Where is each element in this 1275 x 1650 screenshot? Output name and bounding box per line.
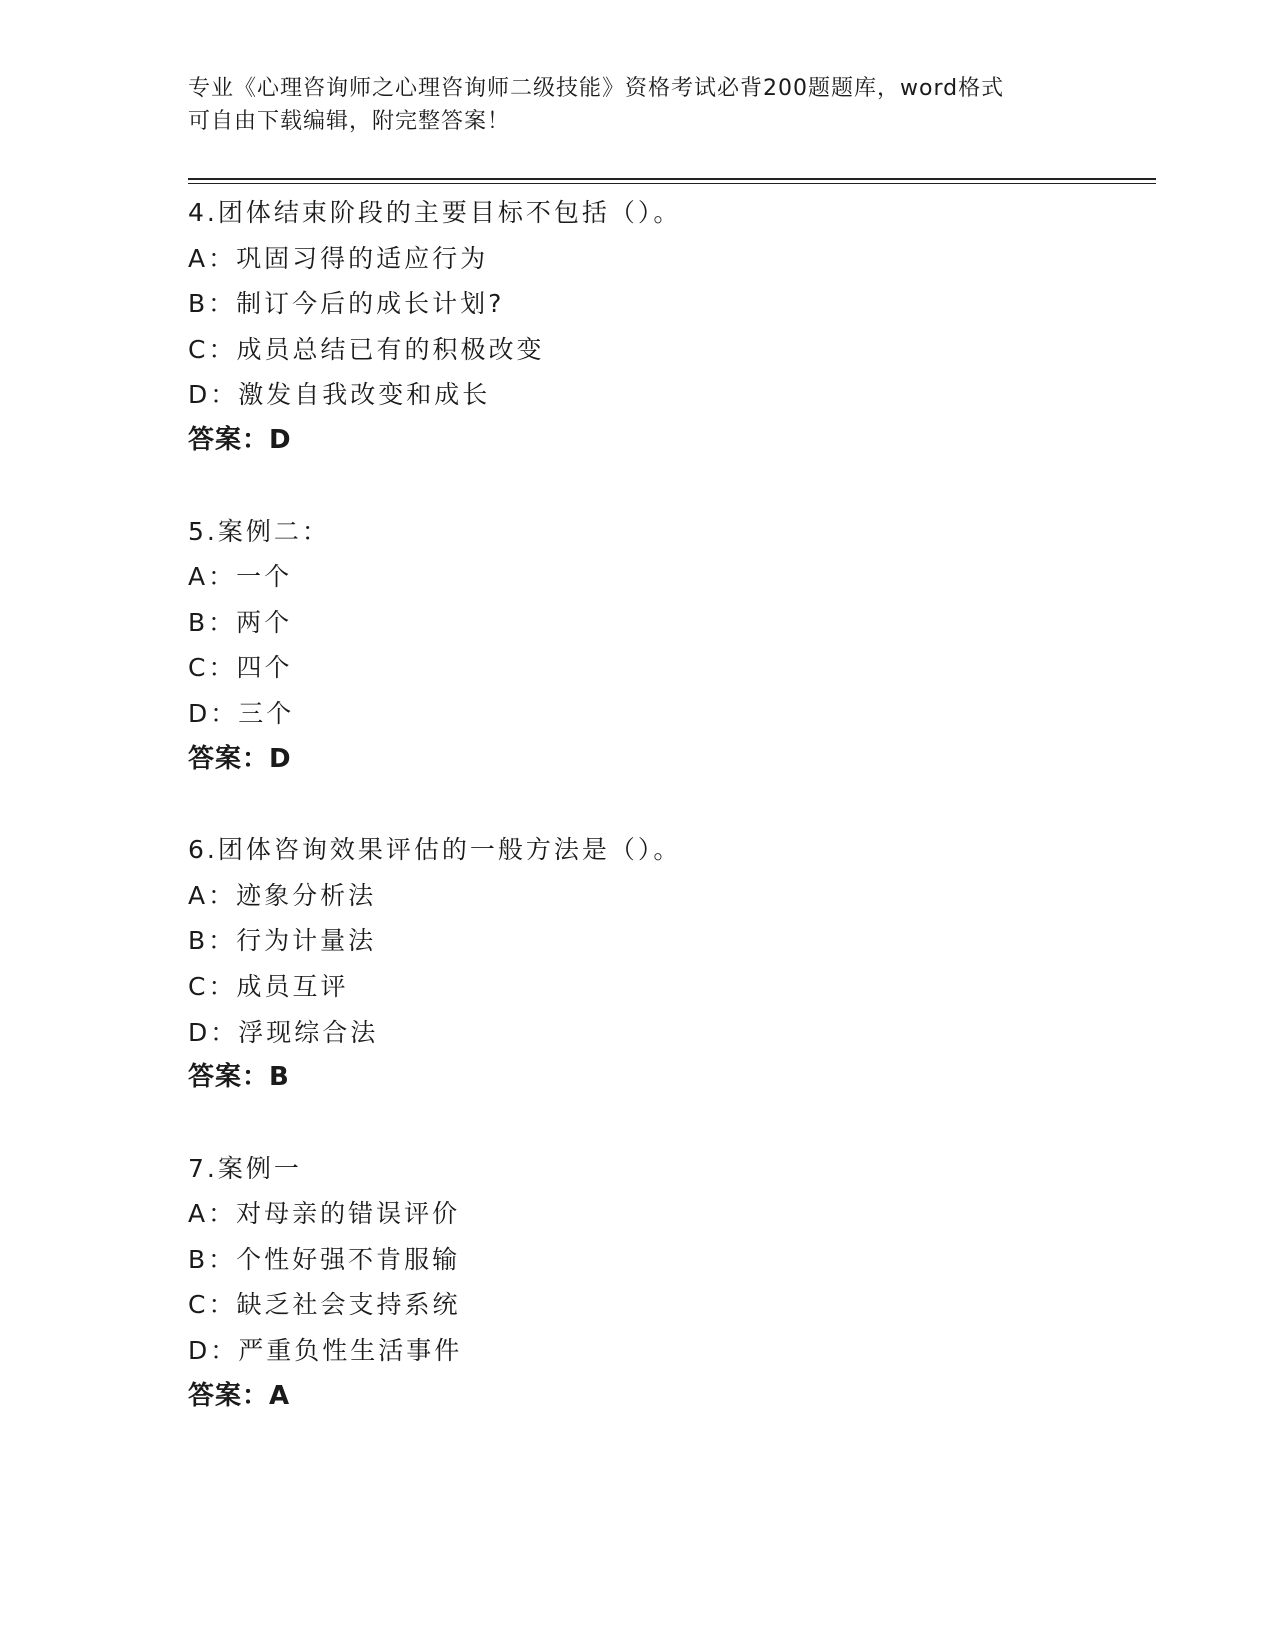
- option-d: D：浮现综合法: [188, 1017, 379, 1047]
- answer-line: [188, 418, 1148, 464]
- answer-value: A: [269, 1380, 291, 1411]
- option-b: B：制订今后的成长计划?: [188, 289, 505, 319]
- question-block: [188, 827, 1148, 1101]
- question-list: [188, 190, 1148, 1464]
- option-c: C：缺乏社会支持系统: [188, 1290, 461, 1320]
- header-line-1: 专业《心理咨询师之心理咨询师二级技能》资格考试必背200题题库，word格式: [188, 76, 1005, 101]
- answer-label: 答案：: [188, 743, 270, 774]
- answer-line: [188, 1055, 1148, 1101]
- option-d: D：三个: [188, 698, 295, 728]
- option-b: B：个性好强不肯服输: [188, 1244, 461, 1274]
- option-b: B：行为计量法: [188, 926, 377, 956]
- option-d: D：激发自我改变和成长: [188, 380, 491, 410]
- option-c: C：成员互评: [188, 971, 349, 1001]
- answer-label: 答案：: [188, 1380, 270, 1411]
- option-a: A：迹象分析法: [188, 880, 377, 910]
- header-divider-thick: [188, 178, 1156, 180]
- option-a: A：一个: [188, 562, 293, 592]
- question-block: [188, 509, 1148, 783]
- header-line-2: 可自由下载编辑，附完整答案！: [188, 109, 511, 134]
- question-block: [188, 1146, 1148, 1420]
- option-a: A：巩固习得的适应行为: [188, 243, 489, 273]
- question-stem: 6.团体咨询效果评估的一般方法是（）。: [188, 835, 682, 865]
- answer-value: D: [269, 424, 292, 455]
- option-c: C：四个: [188, 653, 293, 683]
- answer-label: 答案：: [188, 1062, 270, 1093]
- question-stem: 4.团体结束阶段的主要目标不包括（）。: [188, 198, 682, 227]
- question-block: [188, 190, 1148, 464]
- answer-value: D: [269, 743, 292, 774]
- option-b: B：两个: [188, 607, 293, 637]
- header-divider-thin: [188, 183, 1156, 184]
- question-stem: 5.案例二：: [188, 516, 330, 546]
- answer-label: 答案：: [188, 424, 270, 455]
- option-a: A：对母亲的错误评价: [188, 1199, 461, 1229]
- answer-line: [188, 1374, 1148, 1420]
- answer-value: B: [269, 1062, 290, 1093]
- option-c: C：成员总结已有的积极改变: [188, 334, 545, 364]
- document-header: [188, 72, 1088, 138]
- answer-line: [188, 737, 1148, 783]
- question-stem: 7.案例一: [188, 1153, 302, 1183]
- option-d: D：严重负性生活事件: [188, 1336, 463, 1366]
